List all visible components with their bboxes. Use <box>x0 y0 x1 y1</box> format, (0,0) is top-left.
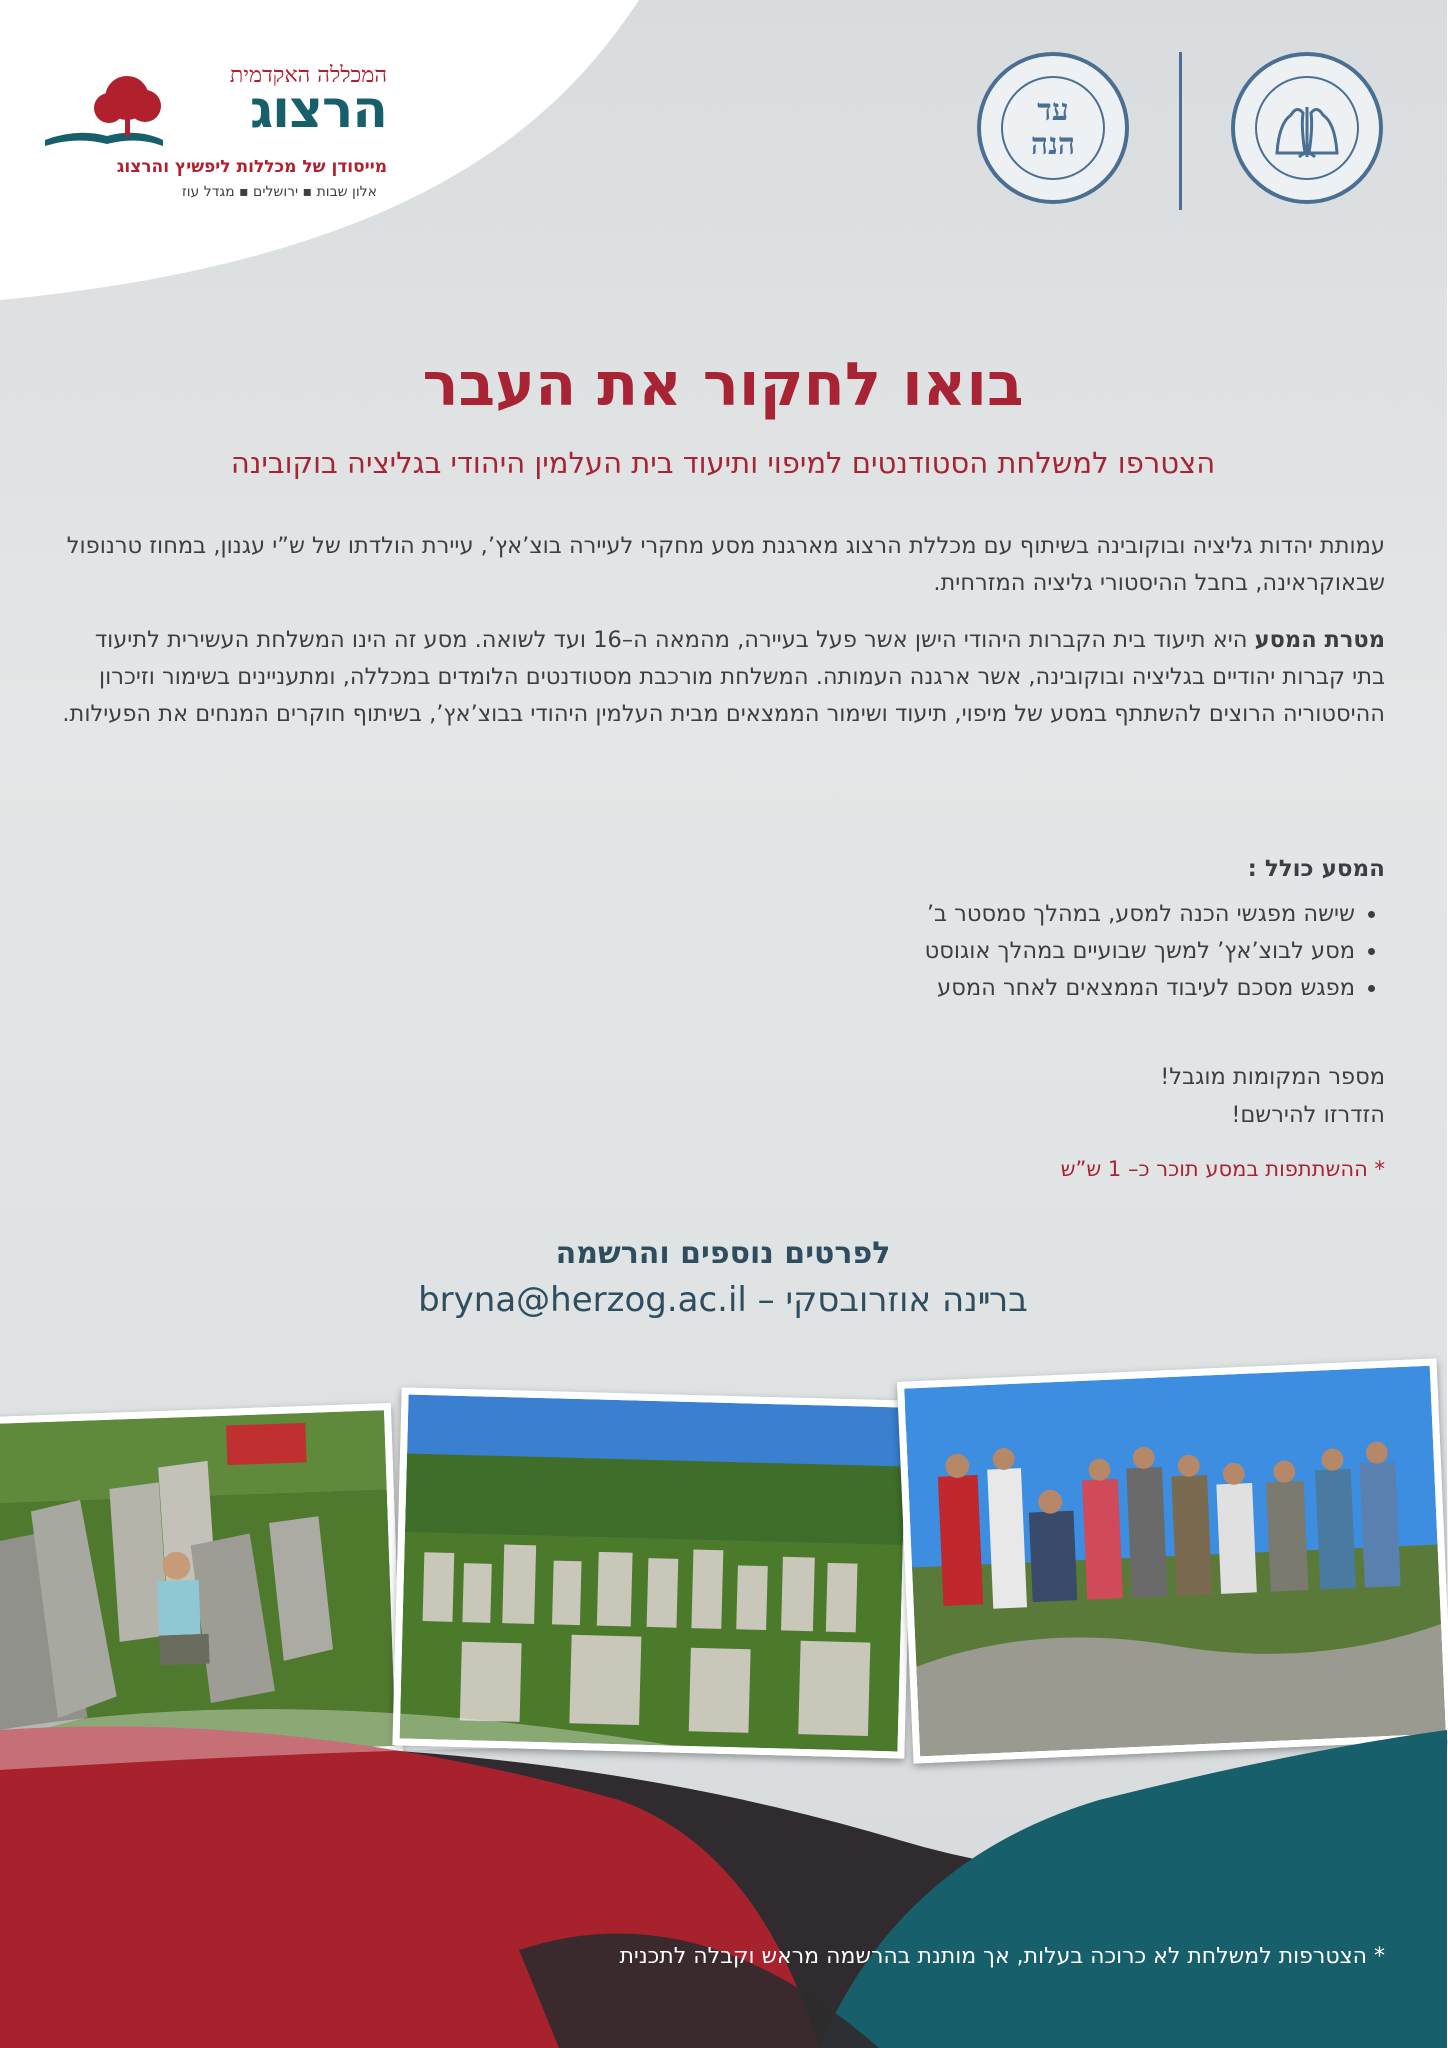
limited-line: מספר המקומות מוגבל! <box>1161 1064 1386 1090</box>
goal-text: היא תיעוד בית הקברות היהודי הישן אשר פעל בעיירה, מהמאה ה–16 ועד לשואה. מסע זה הינו המשלחת העשירית לתיעוד בתי קברות יהודיים בגליציה ובוקובינה, אשר ארגנה העמותה. המשלחת מורכבת מסטודנטים הלומדים במכללה, ומתעניינים בשימור וזיכרון ההיסטוריה הרוצים להשתתף במסע של מיפוי, תיעוד ושימור הממצאים מבית העלמין היהודי בבוצ’אץ’, בשיתוף חוקרים המנחים את הפעילות. <box>63 627 1386 727</box>
goal-label: מטרת המסע <box>1255 627 1386 653</box>
goal-paragraph <box>56 622 1386 733</box>
page-title: בואו לחקור את העבר <box>423 350 1025 420</box>
logo-founders: מייסודן של מכללות ליפשיץ והרצוג <box>117 157 388 177</box>
seal-center-line1: עד <box>1038 93 1070 128</box>
includes-list <box>926 896 1386 1007</box>
list-item: • מסע לבוצ’אץ’ למשך שבועיים במהלך אוגוסט <box>926 933 1356 970</box>
footer-note: * הצטרפות למשלחת לא כרוכה בעלות, אך מותנת בהרשמה מראש וקבלה לתכנית <box>620 1944 1386 1969</box>
contact-line <box>0 1280 1448 1320</box>
seal-center-line2: הנה <box>1031 127 1077 162</box>
list-item: • מפגש מסכם לעיבוד הממצאים לאחר המסע <box>926 970 1356 1007</box>
contact-email-link[interactable]: bryna@herzog.ac.il <box>419 1280 748 1320</box>
intro-paragraph: עמותת יהדות גליציה ובוקובינה בשיתוף עם מכללת הרצוג מארגנת מסע מחקרי לעיירה בוצ’אץ’, עיירת הולדתו של ש”י עגנון, במחוז טרנופול שבאוקראינה, בחבל ההיסטורי גליציה המזרחית. <box>67 533 1386 596</box>
contact-separator: – <box>747 1280 776 1320</box>
hurry-line: הזדרזו להירשם! <box>1232 1102 1386 1128</box>
tree-logo-icon <box>38 70 168 150</box>
credit-note: * ההשתתפות במסע תוכר כ– 1 ש”ש <box>1061 1157 1386 1181</box>
list-item: • שישה מפגשי הכנה למסע, במהלך סמסטר ב’ <box>926 896 1356 933</box>
galicia-bukovina-seal[interactable] <box>1232 52 1384 204</box>
contact-name: ברײנה אוזרובסקי <box>786 1280 1029 1320</box>
logo-campuses: אלון שבות ▪ ירושלים ▪ מגדל עוז <box>182 184 378 200</box>
logo-name: הרצוג <box>250 80 388 140</box>
includes-heading: המסע כולל : <box>1248 856 1386 882</box>
lions-emblem-icon <box>1268 93 1348 163</box>
contact-heading: לפרטים נוספים והרשמה <box>556 1236 892 1271</box>
logo-tagline: המכללה האקדמית <box>230 63 388 88</box>
herzog-college-logo[interactable] <box>48 62 388 212</box>
footer-graphic <box>0 1690 1448 2048</box>
seal-divider <box>1180 52 1183 210</box>
page-subtitle: הצטרפו למשלחת הסטודנטים למיפוי ותיעוד בית העלמין היהודי בגליציה בוקובינה <box>231 446 1217 480</box>
ad-hena-seal[interactable] <box>978 52 1130 204</box>
limited-notice <box>1161 1058 1386 1134</box>
